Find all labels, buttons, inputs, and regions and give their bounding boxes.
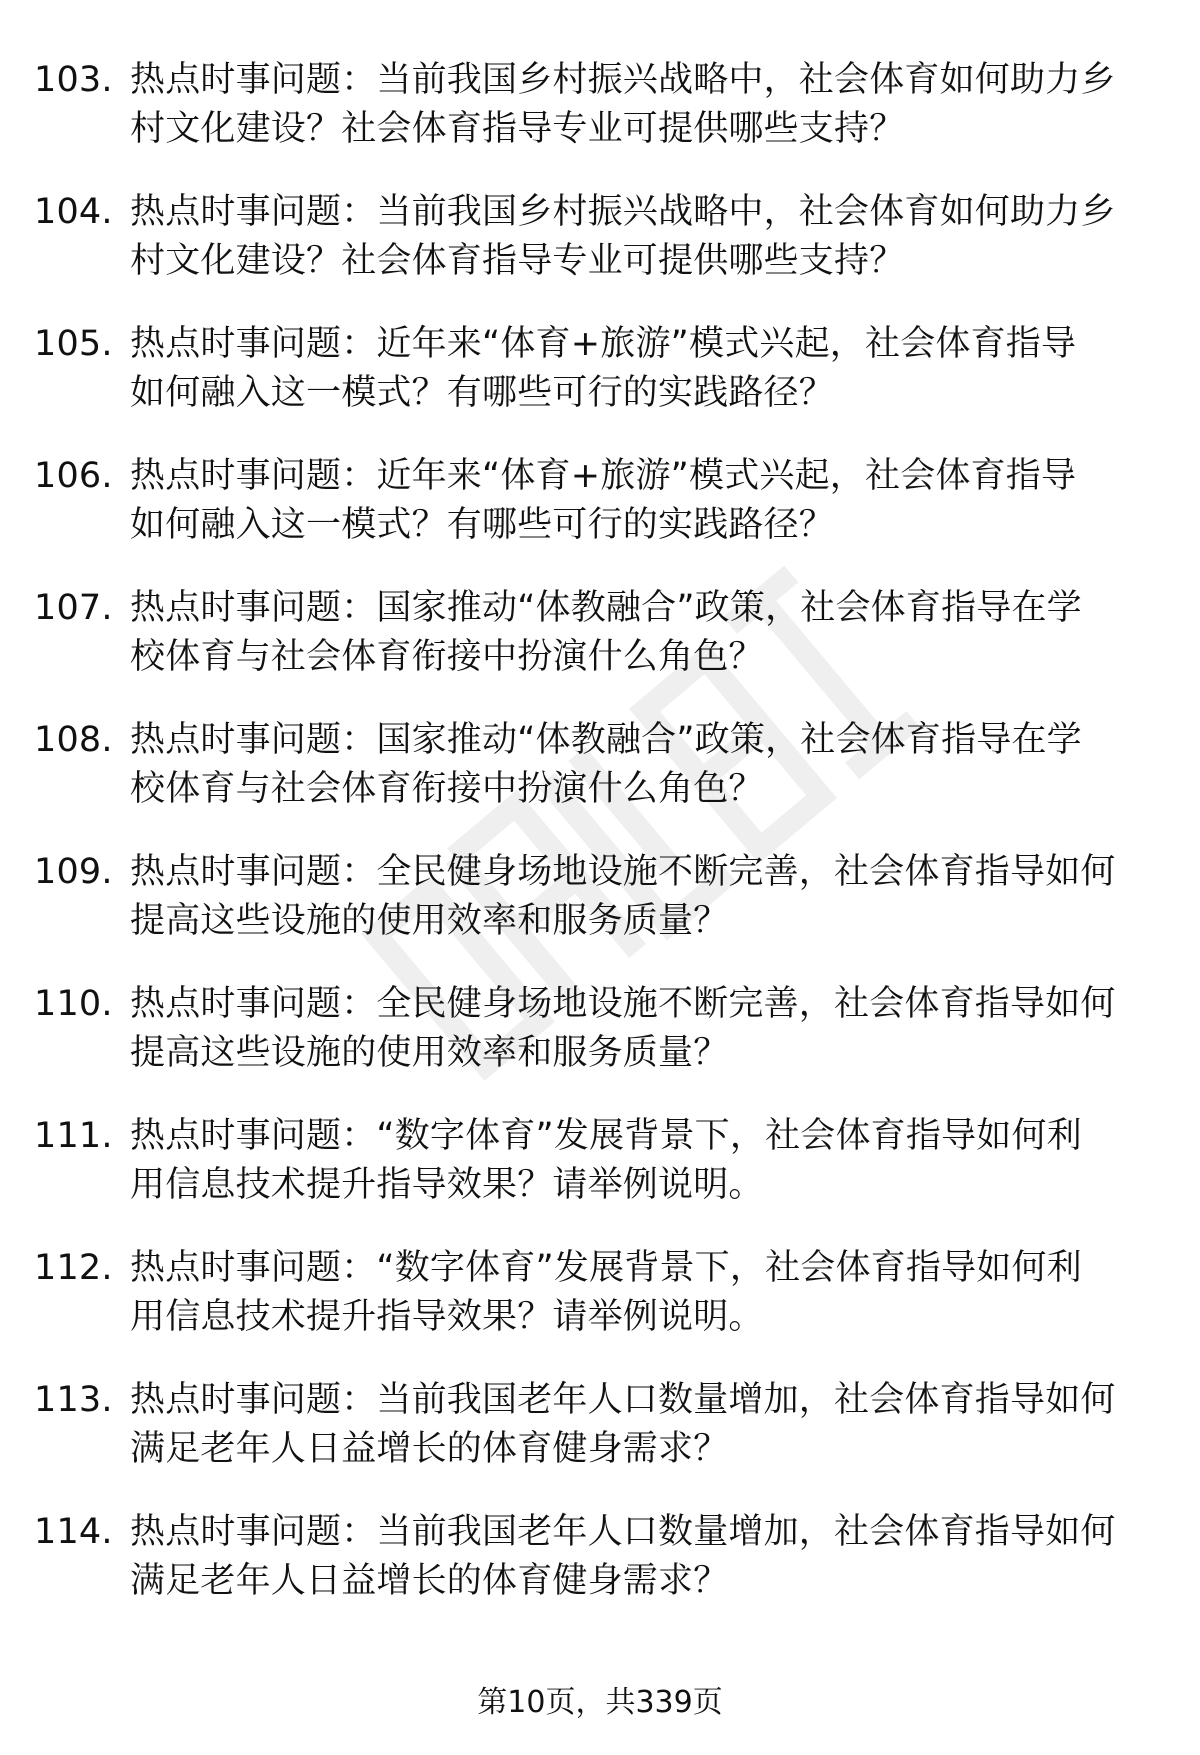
page-footer [0, 1683, 1200, 1723]
question-text-line-2: 用信息技术提升指导效果？请举例说明。 [130, 1165, 764, 1205]
question-text-line-2: 如何融入这一模式？有哪些可行的实践路径？ [130, 373, 835, 413]
question-text-line-1: 热点时事问题：国家推动“体教融合”政策，社会体育指导在学 [130, 588, 1082, 628]
question-item [34, 320, 1174, 420]
question-item [34, 1244, 1174, 1344]
question-number: 114. [34, 1512, 113, 1552]
question-item [34, 1508, 1174, 1608]
question-number: 104. [34, 192, 113, 232]
question-number: 108. [34, 720, 113, 760]
question-text-line-2: 满足老年人日益增长的体育健身需求？ [130, 1561, 729, 1601]
question-text-line-1: 热点时事问题：“数字体育”发展背景下，社会体育指导如何利 [130, 1116, 1082, 1156]
question-item [34, 848, 1174, 948]
question-item [34, 1376, 1174, 1476]
question-item [34, 716, 1174, 816]
question-text-line-2: 用信息技术提升指导效果？请举例说明。 [130, 1297, 764, 1337]
question-text-line-2: 村文化建设？社会体育指导专业可提供哪些支持？ [130, 241, 905, 281]
question-number: 105. [34, 324, 113, 364]
question-number: 110. [34, 984, 113, 1024]
question-number: 113. [34, 1380, 113, 1420]
question-item [34, 452, 1174, 552]
question-text-line-1: 热点时事问题：当前我国老年人口数量增加，社会体育指导如何 [130, 1380, 1116, 1420]
question-number: 106. [34, 456, 113, 496]
question-number: 103. [34, 60, 113, 100]
question-text-line-2: 提高这些设施的使用效率和服务质量？ [130, 1033, 729, 1073]
question-text-line-2: 村文化建设？社会体育指导专业可提供哪些支持？ [130, 109, 905, 149]
question-number: 107. [34, 588, 113, 628]
question-text-line-2: 校体育与社会体育衔接中扮演什么角色？ [130, 637, 764, 677]
question-text-line-1: 热点时事问题：当前我国乡村振兴战略中，社会体育如何助力乡 [130, 192, 1116, 232]
question-item [34, 188, 1174, 288]
question-text-line-2: 如何融入这一模式？有哪些可行的实践路径？ [130, 505, 835, 545]
question-text-line-1: 热点时事问题：当前我国老年人口数量增加，社会体育指导如何 [130, 1512, 1116, 1552]
question-number: 112. [34, 1248, 113, 1288]
question-item [34, 56, 1174, 156]
question-text-line-1: 热点时事问题：当前我国乡村振兴战略中，社会体育如何助力乡 [130, 60, 1116, 100]
question-list [34, 56, 1174, 1640]
question-text-line-1: 热点时事问题：“数字体育”发展背景下，社会体育指导如何利 [130, 1248, 1082, 1288]
question-text-line-1: 热点时事问题：近年来“体育+旅游”模式兴起，社会体育指导 [130, 324, 1077, 364]
question-text-line-2: 满足老年人日益增长的体育健身需求？ [130, 1429, 729, 1469]
question-text-line-1: 热点时事问题：国家推动“体教融合”政策，社会体育指导在学 [130, 720, 1082, 760]
question-item [34, 980, 1174, 1080]
question-text-line-2: 提高这些设施的使用效率和服务质量？ [130, 901, 729, 941]
question-text-line-1: 热点时事问题：全民健身场地设施不断完善，社会体育指导如何 [130, 984, 1116, 1024]
question-number: 111. [34, 1116, 113, 1156]
question-text-line-1: 热点时事问题：全民健身场地设施不断完善，社会体育指导如何 [130, 852, 1116, 892]
question-text-line-1: 热点时事问题：近年来“体育+旅游”模式兴起，社会体育指导 [130, 456, 1077, 496]
page-number-label: 第10页，共339页 [477, 1685, 723, 1720]
question-number: 109. [34, 852, 113, 892]
question-item [34, 584, 1174, 684]
question-text-line-2: 校体育与社会体育衔接中扮演什么角色？ [130, 769, 764, 809]
question-item [34, 1112, 1174, 1212]
